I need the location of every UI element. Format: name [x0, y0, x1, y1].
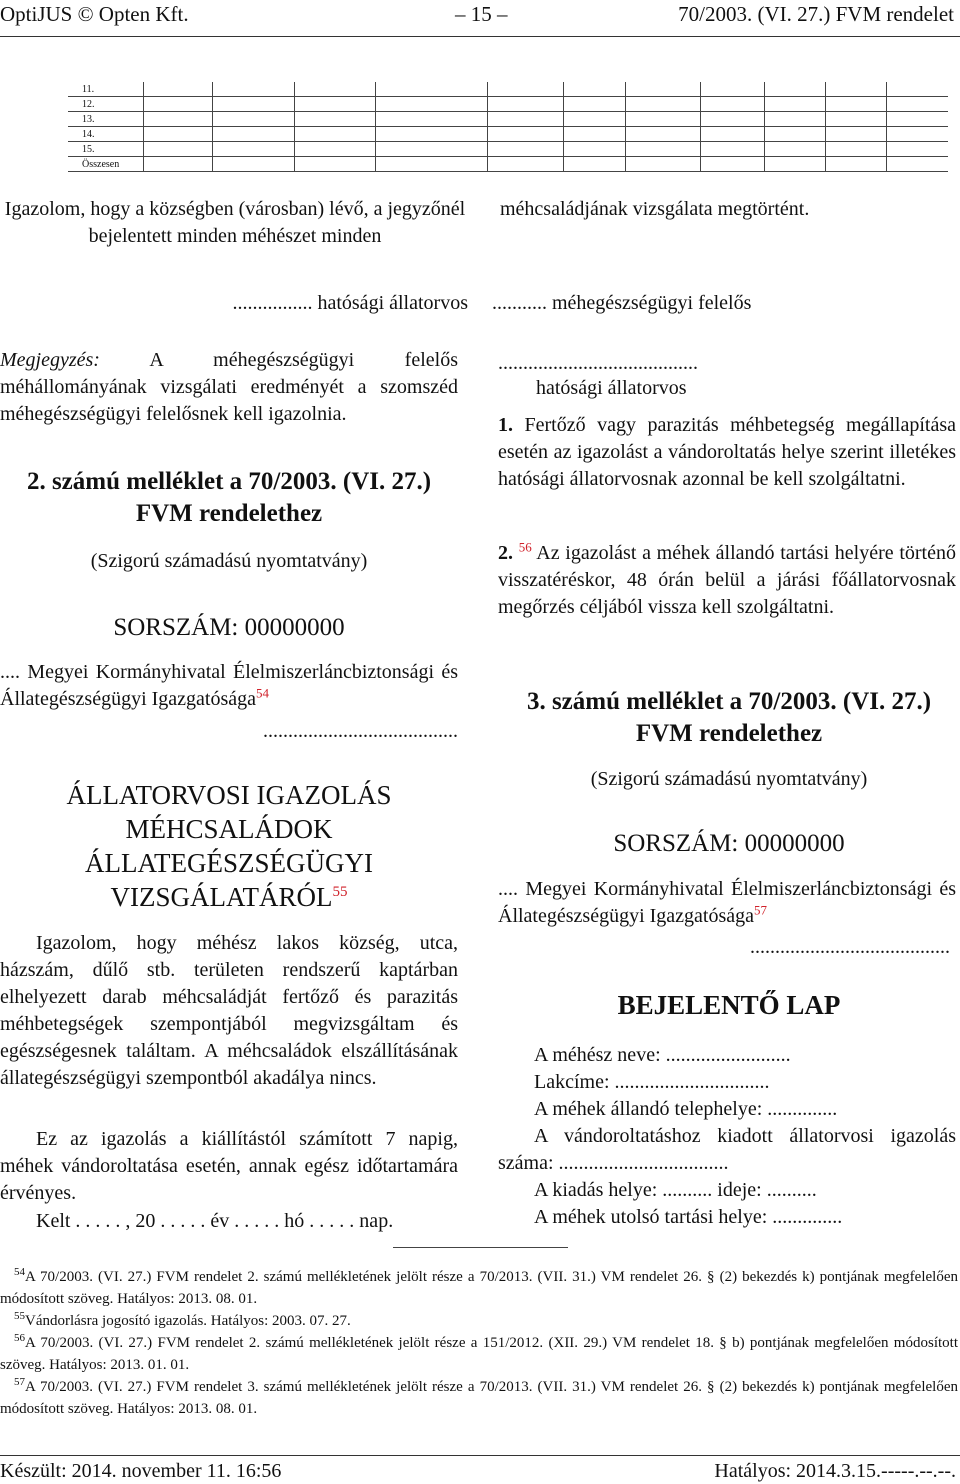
data-table — [68, 82, 948, 172]
table-row: 12. — [68, 97, 948, 112]
field-last-site: A méhek utolsó tartási helye: .............. — [534, 1206, 843, 1228]
footnote-text: A 70/2003. (VI. 27.) FVM rendelet 2. számú mellékletének jelölt része a 151/2012. (XII. 29.) VM rendelet 18. § b) pontjának megfelelően módosított szöveg. Hatályos: 2013. 01. 01. — [0, 1335, 958, 1373]
header-title: 70/2003. (VI. 27.) FVM rendelet — [678, 2, 954, 26]
notification-heading: BEJELENTŐ LAP — [617, 990, 841, 1020]
certificate-heading-line2: MÉHCSALÁDOK — [125, 814, 333, 844]
table-row: 11. — [68, 82, 948, 97]
signature-officer: ........... méhegészségügyi felelős — [492, 292, 752, 314]
footnote-ref-55[interactable]: 55 — [332, 884, 348, 900]
annex3-dots: ........................................ — [750, 936, 950, 958]
footnotes — [0, 1266, 958, 1420]
footnote-ref-57[interactable]: 57 — [754, 902, 768, 918]
certification-left: Igazolom, hogy a községben (városban) lévő, a jegyzőnél bejelentett minden méhészet minden — [4, 198, 466, 247]
instruction-2 — [498, 540, 956, 621]
instruction-2-number: 2. — [498, 542, 513, 564]
annex3-title-line2: FVM rendelethez — [635, 720, 823, 747]
annex2-title-line2: FVM rendelethez — [135, 500, 323, 527]
certification-right: méhcsaládjának vizsgálata megtörtént. — [500, 198, 810, 220]
footnote-text: A 70/2003. (VI. 27.) FVM rendelet 3. számú mellékletének jelölt része a 70/2013. (VII. 31.) VM rendelet 26. § (2) bekezdés k) pontjának megfelelően módosított szöveg. Hatályos: 2013. 08. 01. — [0, 1379, 958, 1417]
annex3-office-text: .... Megyei Kormányhivatal Élelmiszerláncbiztonsági és Állategészségügyi Igazgatósága — [498, 878, 956, 927]
field-beekeeper-name: A méhész neve: ......................... — [534, 1044, 791, 1066]
footnote-55 — [0, 1310, 958, 1332]
annex2-dots: ....................................... — [263, 720, 458, 742]
field-certificate-number: A vándoroltatáshoz kiadott állatorvosi igazolás száma: .................................. — [498, 1125, 956, 1174]
annex3-office — [498, 876, 956, 930]
vet-signature-label: hatósági állatorvos — [536, 377, 687, 399]
footnote-number: 57 — [14, 1376, 25, 1388]
footnote-ref-54[interactable]: 54 — [256, 685, 270, 701]
footnote-rule — [393, 1247, 568, 1248]
certificate-heading-line3: ÁLLATEGÉSZSÉGÜGYI — [85, 848, 373, 878]
footnote-text: A 70/2003. (VI. 27.) FVM rendelet 2. számú mellékletének jelölt része a 70/2013. (VII. 31.) VM rendelet 26. § (2) bekezdés k) pontjának megfelelően módosított szöveg. Hatályos: 2013. 08. 01. — [0, 1269, 958, 1307]
footnote-number: 54 — [14, 1266, 25, 1278]
annex3-serial: SORSZÁM: 00000000 — [613, 830, 845, 857]
page-number: – 15 – — [455, 2, 508, 26]
table-row: 13. — [68, 112, 948, 127]
certificate-heading — [0, 778, 458, 914]
footnote-number: 55 — [14, 1310, 25, 1322]
instruction-2-text: Az igazolást a méhek állandó tartási helyére történő visszatéréskor, 48 órán belül a járási főállatorvosnak megőrzés céljából vissza kell szolgáltatni. — [498, 542, 956, 618]
footer-effective: Hatályos: 2014.3.15.-----.--.--. — [714, 1460, 956, 1482]
certificate-date: Kelt . . . . . , 20 . . . . . év . . . . . hó . . . . . nap. — [36, 1210, 394, 1232]
annex2-serial: SORSZÁM: 00000000 — [113, 614, 345, 641]
signature-vet: ................ hatósági állatorvos — [232, 292, 468, 314]
footnote-57 — [0, 1376, 958, 1420]
footnote-number: 56 — [14, 1332, 25, 1344]
certificate-heading-line1: ÁLLATORVOSI IGAZOLÁS — [66, 780, 392, 810]
certificate-body: Igazolom, hogy méhész lakos község, utca, házszám, dűlő stb. területen rendszerű kaptárban elhelyezett darab méhcsaládját fertőző és parazitás méhbetegségek szempontjából megvizsgáltam és egészségesnek találtam. A méhcsaládok elszállításának állategészségügyi szempontból akadálya nincs. — [0, 932, 458, 1089]
instruction-1-number: 1. — [498, 414, 513, 436]
note-text: A méhegészségügyi felelős méhállományának vizsgálati eredményét a szomszéd méhegészségügyi felelősnek kell igazolnia. — [0, 349, 458, 425]
header-source: OptiJUS © Opten Kft. — [0, 2, 189, 26]
annex3-title-line1: 3. számú melléklet a 70/2003. (VI. 27.) — [526, 688, 932, 715]
annex2-title-line1: 2. számú melléklet a 70/2003. (VI. 27.) — [26, 468, 432, 495]
certificate-heading-line4: VIZSGÁLATÁRÓL — [110, 882, 333, 912]
annex3-subtitle: (Szigorú számadású nyomtatvány) — [590, 768, 868, 790]
footnote-54 — [0, 1266, 958, 1310]
vet-signature-dots: ........................................ — [498, 352, 698, 374]
note — [0, 347, 458, 428]
header-rule — [0, 36, 960, 37]
footer-rule — [0, 1455, 960, 1456]
footnote-56 — [0, 1332, 958, 1376]
note-label: Megjegyzés: — [0, 349, 100, 371]
certificate-validity: Ez az igazolás a kiállítástól számított 7 napig, méhek vándoroltatása esetén, annak egész időtartamára érvényes. — [0, 1128, 458, 1204]
annex2-office-text: .... Megyei Kormányhivatal Élelmiszerláncbiztonsági és Állategészségügyi Igazgatósága — [0, 661, 458, 710]
notification-fields — [498, 1042, 956, 1231]
annex3-title — [498, 686, 960, 750]
annex2-subtitle: (Szigorú számadású nyomtatvány) — [90, 550, 368, 572]
field-issue-place-date: A kiadás helye: .......... ideje: .......... — [534, 1179, 817, 1201]
footer-created: Készült: 2014. november 11. 16:56 — [0, 1460, 282, 1482]
table-row: Összesen — [68, 157, 948, 172]
instruction-1 — [498, 412, 956, 493]
instruction-1-text: Fertőző vagy parazitás méhbetegség megállapítása esetén az igazolást a vándoroltatás helye szerint illetékes hatósági állatorvosnak azonnal be kell szolgáltatni. — [498, 414, 956, 490]
field-permanent-site: A méhek állandó telephelye: .............. — [534, 1098, 838, 1120]
footnote-text: Vándorlásra jogosító igazolás. Hatályos: 2003. 07. 27. — [25, 1313, 351, 1329]
footnote-ref-56[interactable]: 56 — [518, 539, 532, 555]
table-row: 14. — [68, 127, 948, 142]
annex2-title — [0, 466, 458, 530]
annex2-office — [0, 659, 458, 713]
field-address: Lakcíme: ............................... — [534, 1071, 770, 1093]
table-row: 15. — [68, 142, 948, 157]
